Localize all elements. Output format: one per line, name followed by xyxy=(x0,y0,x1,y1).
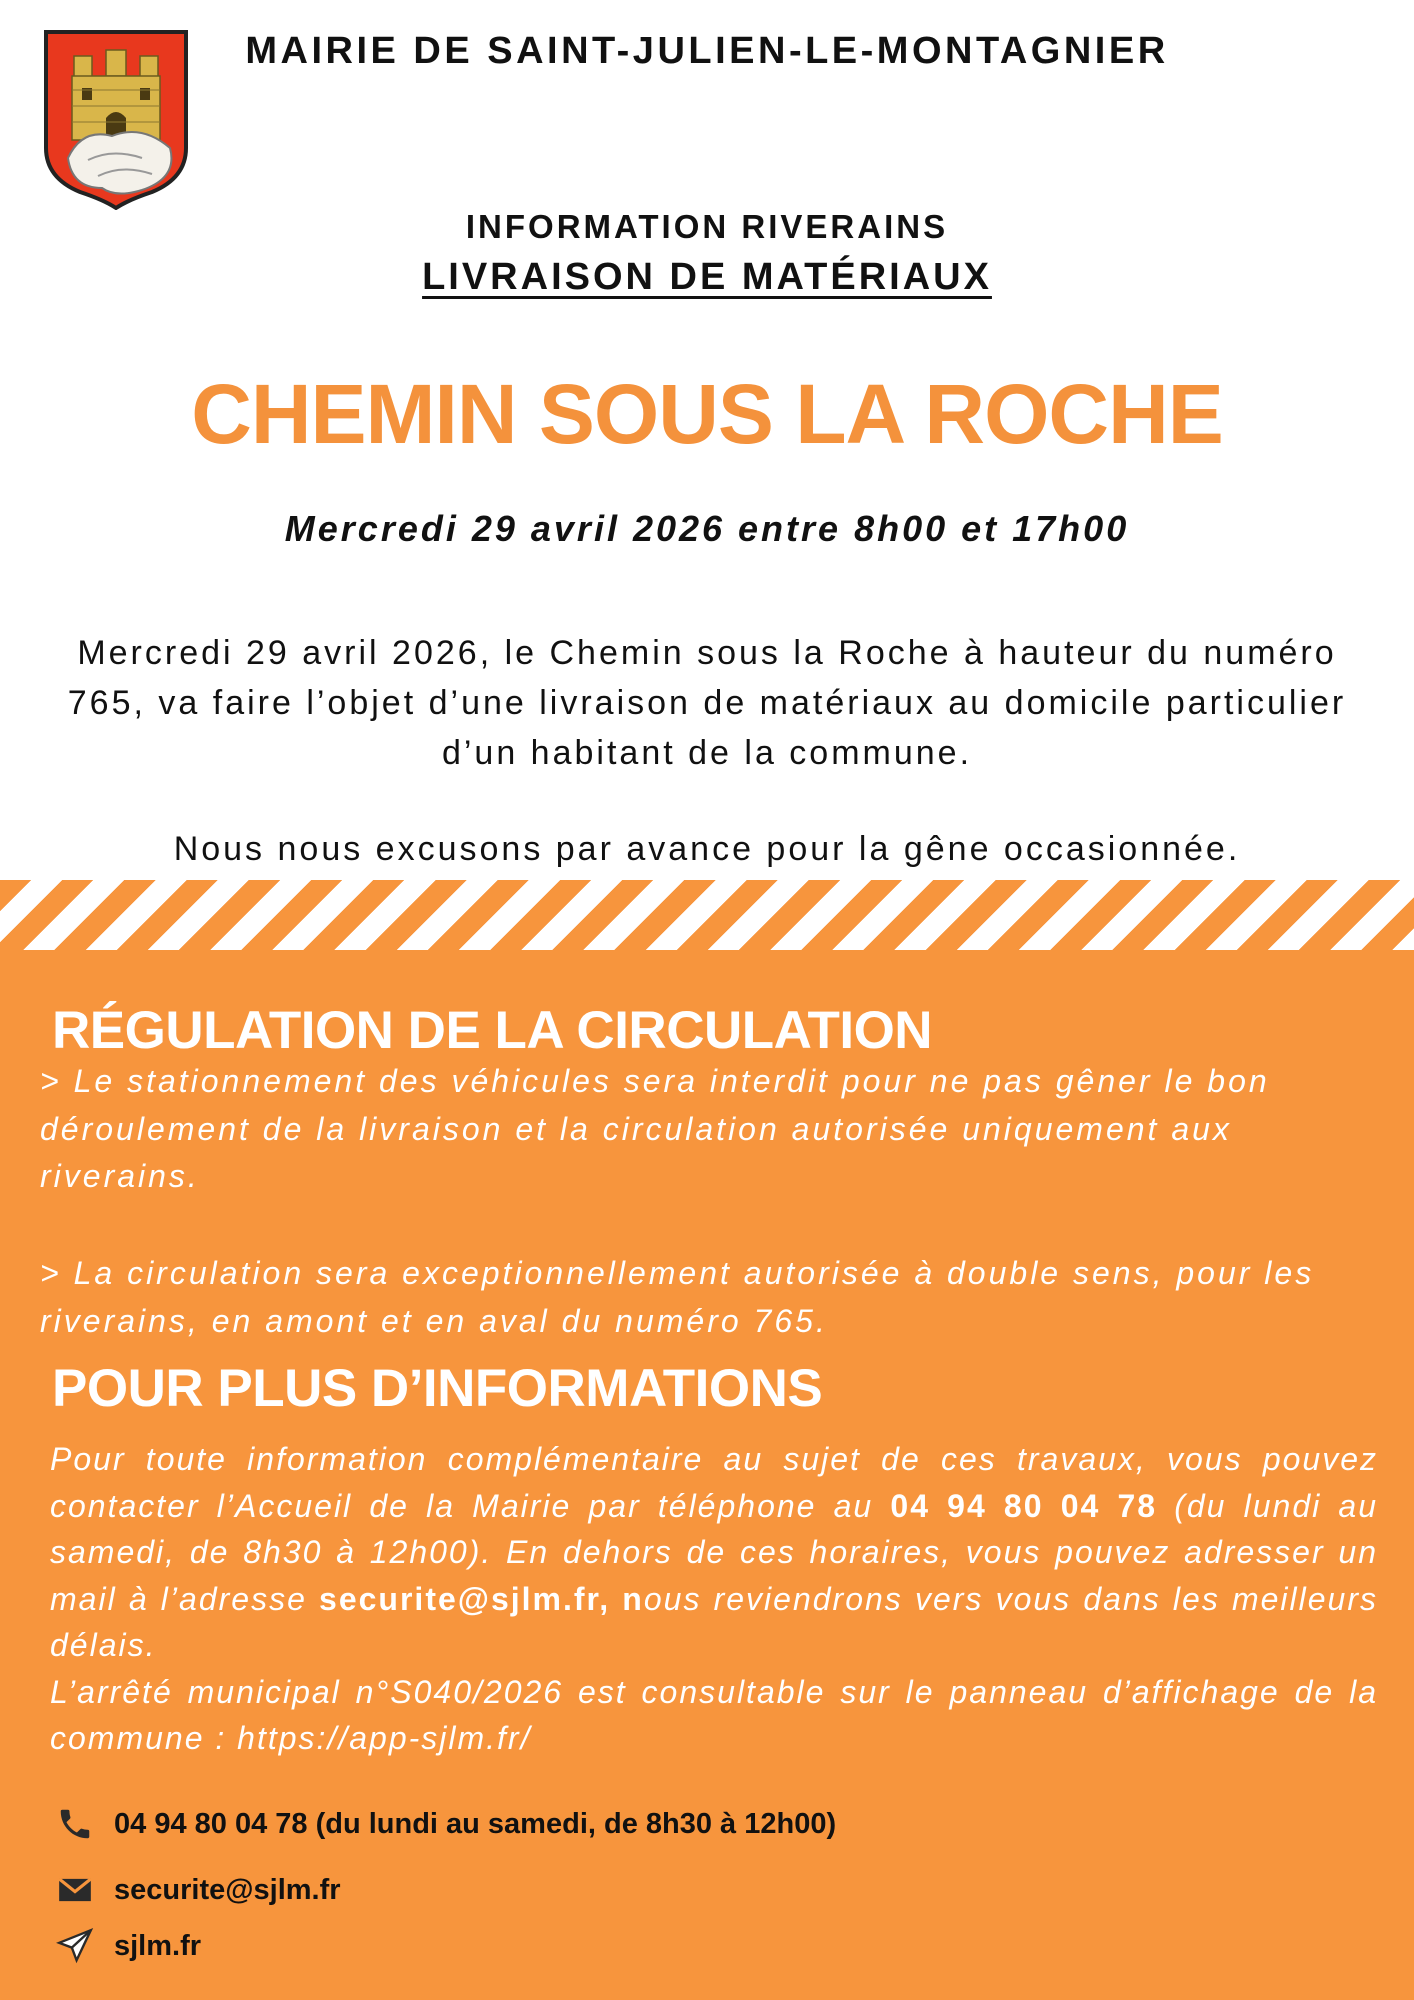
more-info-email: securite@sjlm.fr, n xyxy=(319,1580,644,1617)
contact-website xyxy=(56,1922,201,1970)
cursor-arrow-icon xyxy=(56,1927,94,1965)
contact-phone xyxy=(56,1800,836,1848)
regulation-item: > Le stationnement des véhicules sera interdit pour ne pas gêner le bon déroulement de la livraison et la circulation autorisée uniquement aux riverains. xyxy=(40,1063,1270,1194)
date-line: Mercredi 29 avril 2026 entre 8h00 et 17h00 xyxy=(284,508,1130,549)
envelope-icon xyxy=(56,1871,94,1909)
more-info-phone: 04 94 80 04 78 xyxy=(890,1487,1158,1524)
regulation-heading: RÉGULATION DE LA CIRCULATION xyxy=(52,1001,933,1060)
apology-line: Nous nous excusons par avance pour la gêne occasionnée. xyxy=(173,830,1241,868)
contact-email-text[interactable]: securite@sjlm.fr xyxy=(114,1873,341,1906)
more-info-text: ous reviendrons vers vous dans les meilleurs délais. xyxy=(50,1580,1379,1663)
regulation-item: > La circulation sera exceptionnellement autorisée à double sens, pour les riverains, en amont et en aval du numéro 765. xyxy=(40,1255,1315,1339)
arrete-text: L’arrêté municipal n°S040/2026 est consultable sur le panneau d’affichage de la commune : https://app-sjlm.fr/ xyxy=(50,1673,1378,1756)
notice-subject-text: LIVRAISON DE MATÉRIAUX xyxy=(422,256,992,298)
contact-website-text[interactable]: sjlm.fr xyxy=(114,1929,202,1962)
contact-phone-text: 04 94 80 04 78 (du lundi au samedi, de 8h30 à 12h00) xyxy=(114,1807,837,1840)
organization-title: MAIRIE DE SAINT-JULIEN-LE-MONTAGNIER xyxy=(245,30,1169,72)
phone-icon xyxy=(56,1805,94,1843)
more-info-text: Pour toute information complémentaire au sujet de ces travaux, vous pouvez contacter l’Accueil de la Mairie par téléphone au xyxy=(50,1441,1378,1524)
more-info-paragraph xyxy=(50,1436,1378,1762)
contact-email xyxy=(56,1866,341,1914)
intro-paragraph: Mercredi 29 avril 2026, le Chemin sous la Roche à hauteur du numéro 765, va faire l’objet d’une livraison de matériaux au domicile particulier d’un habitant de la commune. xyxy=(67,634,1347,772)
more-info-text: (du lundi au samedi, de 8h30 à 12h00). En dehors de ces horaires, vous pouvez adresser un mail à l’adresse xyxy=(50,1487,1379,1617)
notice-kicker: INFORMATION RIVERAINS xyxy=(465,208,949,245)
notice-subject xyxy=(0,256,1414,299)
hazard-stripes-divider xyxy=(0,880,1414,950)
location-title: CHEMIN SOUS LA ROCHE xyxy=(191,367,1223,461)
more-info-heading: POUR PLUS D’INFORMATIONS xyxy=(52,1359,823,1418)
